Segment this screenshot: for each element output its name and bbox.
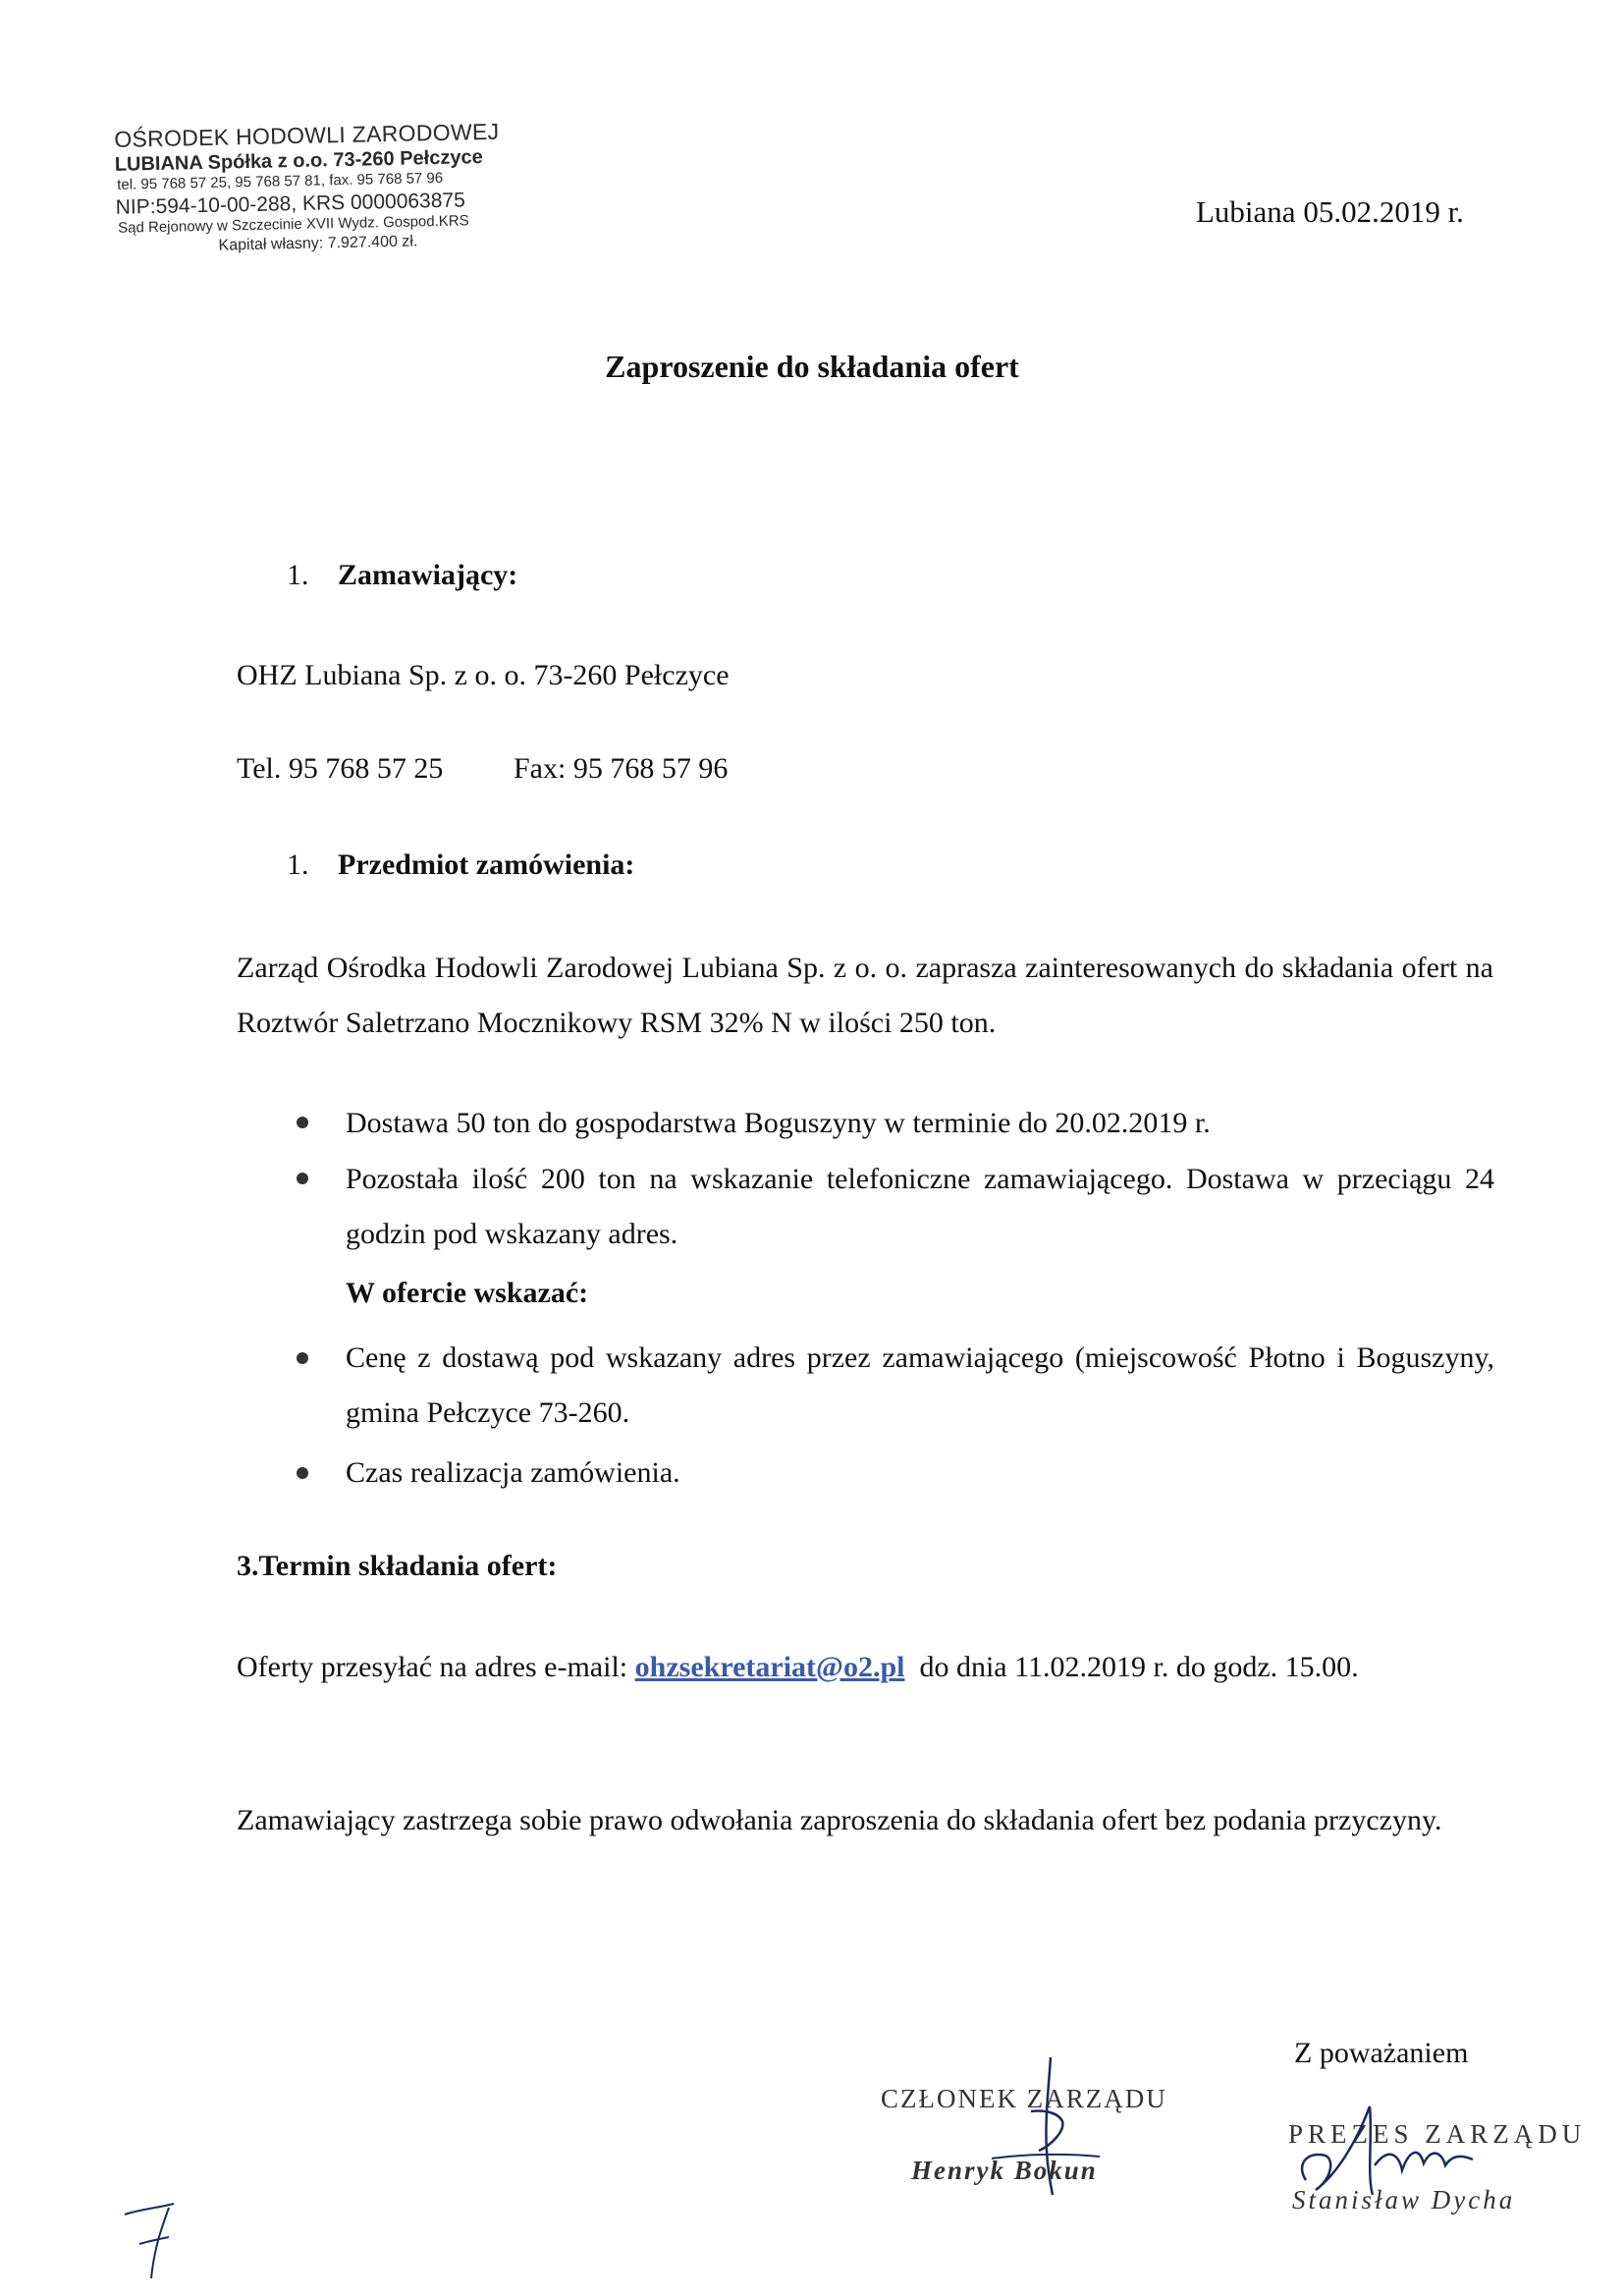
president-name: Stanisław Dycha [1292,2185,1516,2214]
indicate-heading: W ofercie wskazać: [346,1277,589,1309]
section2-number: 1. [287,848,309,881]
stamp-capital: Kapitał własny: 7.927.400 zł. [218,233,418,254]
bullet-dot [297,1352,308,1364]
president-title: PREZES ZARZĄDU [1288,2119,1587,2149]
closing-salutation: Z poważaniem [1294,2037,1469,2069]
bullet-remaining-200t: Pozostała ilość 200 ton na wskazanie telefoniczne zamawiającego. Dostawa w przeciągu 24 godzin pod wskazany adres. [346,1163,1494,1250]
president-signature [1276,2087,1492,2214]
company-stamp [108,116,563,257]
buyer-fax: Fax: 95 768 57 96 [514,752,729,785]
document-title: Zaproszenie do składania ofert [605,349,1019,384]
section1-heading: Zamawiający: [338,559,518,591]
email-link[interactable]: ohzsekretariat@o2.pl [634,1651,905,1683]
submission-text-after: do dnia 11.02.2019 r. do godz. 15.00. [904,1651,1359,1683]
stamp-court: Sąd Rejonowy w Szczecinie XVII Wydz. Gospod.KRS [118,212,469,238]
board-member-signature [992,2052,1119,2200]
section1-number: 1. [287,559,309,591]
stamp-phone-fax: tel. 95 768 57 25, 95 768 57 81, fax. 95 768 57 96 [117,170,444,194]
board-member-title: CZŁONEK ZARZĄDU [881,2084,1167,2113]
stamp-nip-krs: NIP:594-10-00-288, KRS 0000063875 [115,189,465,219]
bullet-dot [297,1467,308,1479]
bullet-price: Cenę z dostawą pod wskazany adres przez zamawiającego (miejscowość Płotno i Boguszyny, gmina Pełczyce 73-260. [346,1341,1494,1429]
bullet-lead-time: Czas realizacja zamówienia. [346,1456,680,1489]
buyer-address: OHZ Lubiana Sp. z o. o. 73-260 Pełczyce [237,659,730,691]
buyer-phone: Tel. 95 768 57 25 [237,752,444,785]
section3-heading: 3.Termin składania ofert: [237,1550,558,1582]
order-intro: Zarząd Ośrodka Hodowli Zarodowej Lubiana Sp. z o. o. zaprasza zainteresowanych do składania ofert na Roztwór Saletrzano Mocznikowy RSM 32% N w ilości 250 ton. [237,952,1493,1039]
bullet-delivery-50t: Dostawa 50 ton do gospodarstwa Boguszyny w terminie do 20.02.2019 r. [346,1107,1211,1139]
submission-text-before: Oferty przesyłać na adres e-mail: [237,1651,635,1683]
document-date: Lubiana 05.02.2019 r. [1196,194,1464,229]
bullet-dot [297,1173,308,1184]
reservation-note: Zamawiający zastrzega sobie prawo odwołania zaproszenia do składania ofert bez podania przyczyny. [237,1804,1442,1836]
offer-submission-text [237,1640,1474,1695]
board-member-name: Henryk Bokun [911,2156,1098,2185]
bullet-dot [297,1117,308,1128]
section2-heading: Przedmiot zamówienia: [338,848,635,881]
stamp-company-name: OŚRODEK HODOWLI ZARODOWEJ [114,118,500,152]
stamp-company-address: LUBIANA Spółka z o.o. 73-260 Pełczyce [114,146,483,176]
margin-initials [120,2200,189,2288]
